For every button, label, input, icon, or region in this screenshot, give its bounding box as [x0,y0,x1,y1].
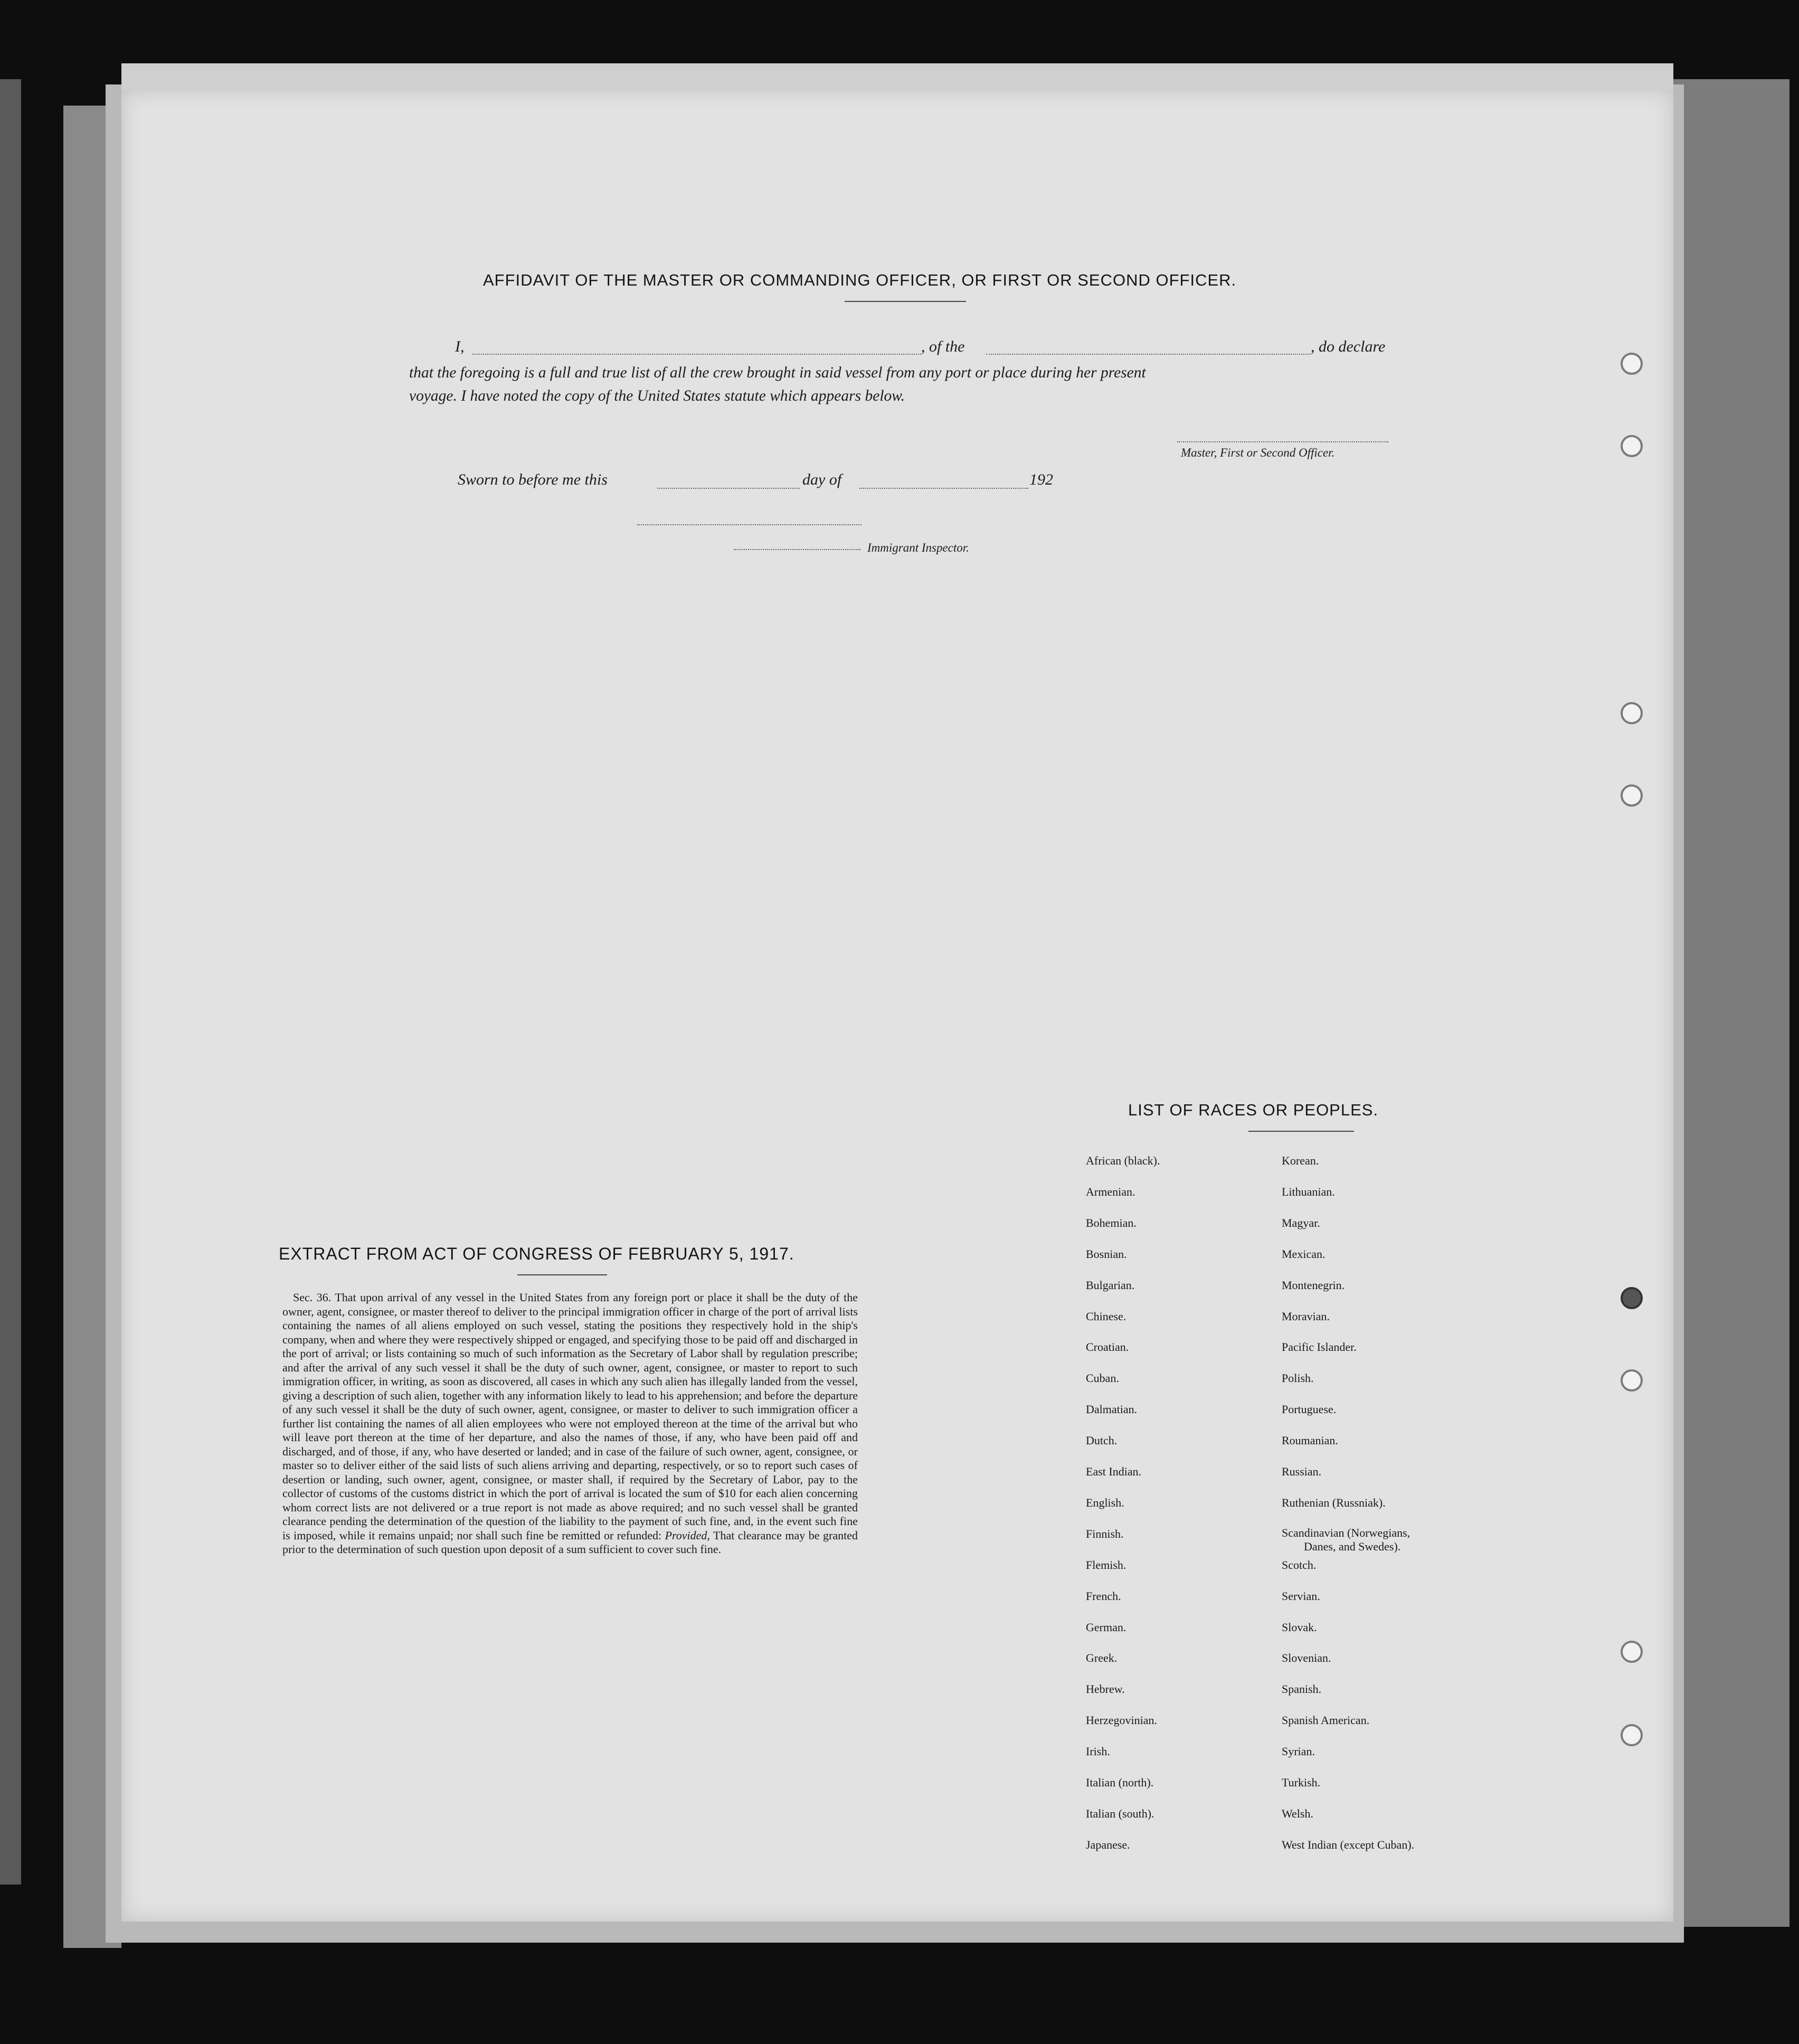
extract-section: Sec. 36. [293,1291,332,1304]
race-item: Chinese. [1086,1310,1126,1323]
race-item: English. [1086,1496,1124,1509]
binder-hole [1621,353,1643,375]
race-item: Spanish American. [1282,1714,1370,1727]
race-item: Magyar. [1282,1216,1320,1229]
race-item: East Indian. [1086,1465,1142,1478]
race-item: Syrian. [1282,1745,1315,1758]
race-item: Portuguese. [1282,1403,1337,1416]
binder-hole [1621,702,1643,724]
race-item: Italian (south). [1086,1807,1154,1820]
affidavit-of-the: , of the [921,338,965,355]
race-item: Dutch. [1086,1434,1118,1447]
affidavit-line-3: voyage. I have noted the copy of the United States statute which appears below. [409,387,905,404]
race-item: West Indian (except Cuban). [1282,1838,1415,1851]
race-item: Armenian. [1086,1185,1135,1198]
race-item: Polish. [1282,1371,1314,1385]
name-blank [472,354,921,355]
race-item: Korean. [1282,1154,1319,1167]
races-title: LIST OF RACES OR PEOPLES. [1128,1101,1379,1119]
binder-hole [1621,784,1643,807]
vessel-blank [986,354,1311,355]
affidavit-title-rule [845,301,966,302]
race-item: Pacific Islander. [1282,1340,1357,1354]
extract-text-b: That clearance may be granted prior to the determination of such question upon deposit of a sum sufficient to cover such fine. [282,1528,858,1556]
race-item: Spanish. [1282,1682,1322,1696]
master-signature-label: Master, First or Second Officer. [1181,446,1335,459]
race-item: Greek. [1086,1651,1118,1664]
race-item: Scotch. [1282,1558,1317,1572]
binder-hole [1621,1724,1643,1746]
races-title-rule [1248,1131,1354,1132]
inspector-label: Immigrant Inspector. [867,541,969,554]
race-item: Ruthenian (Russniak). [1282,1496,1386,1509]
race-item: Herzegovinian. [1086,1714,1157,1727]
race-item: African (black). [1086,1154,1160,1167]
sworn-month-blank [859,488,1028,489]
race-item: Roumanian. [1282,1434,1338,1447]
race-item: Bulgarian. [1086,1279,1135,1292]
race-item: Bohemian. [1086,1216,1137,1229]
extract-title-rule [517,1274,607,1275]
binder-hole [1621,1287,1643,1309]
race-item: Servian. [1282,1589,1320,1603]
race-item: Dalmatian. [1086,1403,1138,1416]
inspector-signature-blank [637,524,861,525]
race-item: Bosnian. [1086,1247,1127,1261]
day-of-label: day of [802,471,842,488]
race-item: Slovak. [1282,1621,1317,1634]
race-item: Hebrew. [1086,1682,1125,1696]
extract-text-a: That upon arrival of any vessel in the United States from any foreign port or place it shall be the duty of the owner, agent, consignee, or master thereof to deliver to the principal immigration officer in charge of the port of arrival lists containing the names of all aliens employed on such vessel, stating the positions they respectively hold in the ship's company, when and where they were respectively shipped or engaged, and specifying those to be paid off and discharged in the port of arrival; or lists containing so much of such information as the Secretary of Labor shall by regulation prescribe; and after the arrival of any such vessel it shall be the duty of such owner, agent, consignee, or master to report to such immigration officer, in writing, as soon as discovered, all cases in which any such alien has illegally landed from the vessel, giving a description of such alien, together with any information likely to lead to his apprehension; and before the departure of any such vessel it shall be the duty of such owner, agent, consignee, or master to deliver to such immigration officer a further list containing the names of all alien employees who were not employed thereon at the time of the arrival but who will leave port thereon at the time of her departure, and also the names of those, if any, who have been paid off and discharged, and of those, if any, who have deserted or landed; and in case of the failure of such owner, agent, consignee, or master so to deliver either of the said lists of such aliens arriving and departing, respectively, or so to report such cases of desertion or landing, such owner, agent, consignee, or master shall, if required by the Secretary of Labor, pay to the collector of customs of the customs district in which the port of arrival is located the sum of $10 for each alien concerning whom correct lists are not delivered or a true report is not made as above required; and no such vessel shall be granted clearance pending the determination of the question of the liability to the payment of such fine, and, in the event such fine is imposed, while it remains unpaid; nor shall such fine be remitted or refunded: [282,1291,858,1542]
affidavit-i: I, [455,338,465,355]
binder-hole [1621,1641,1643,1663]
race-item: Mexican. [1282,1247,1325,1261]
race-item: Irish. [1086,1745,1110,1758]
race-item: Finnish. [1086,1527,1124,1540]
extract-body [282,1291,858,1557]
year-label: 192 [1029,471,1053,488]
race-item: Lithuanian. [1282,1185,1335,1198]
race-item: Slovenian. [1282,1651,1331,1664]
race-item: Montenegrin. [1282,1279,1345,1292]
adjacent-page-right [1668,79,1789,1927]
sworn-label: Sworn to before me this [458,471,608,488]
affidavit-declare: , do declare [1311,338,1386,355]
race-item: Russian. [1282,1465,1322,1478]
affidavit-line-2: that the foregoing is a full and true list of all the crew brought in said vessel from any port or place during her present [409,364,1146,381]
scan-edge-left [0,79,21,1885]
inspector-signature-blank-2 [734,549,860,550]
race-item: Welsh. [1282,1807,1313,1820]
race-item: Italian (north). [1086,1776,1154,1789]
race-item: Scandinavian (Norwegians, Danes, and Swedes). [1282,1526,1410,1553]
race-item: Moravian. [1282,1310,1330,1323]
extract-title: EXTRACT FROM ACT OF CONGRESS OF FEBRUARY 5, 1917. [279,1244,794,1263]
master-signature-blank [1177,441,1388,442]
sworn-day-blank [657,488,800,489]
race-item: Japanese. [1086,1838,1130,1851]
extract-provided: Provided, [665,1528,710,1542]
race-item: German. [1086,1621,1126,1634]
race-item: French. [1086,1589,1121,1603]
race-item: Turkish. [1282,1776,1321,1789]
binder-hole [1621,1369,1643,1392]
affidavit-title: AFFIDAVIT OF THE MASTER OR COMMANDING OFFICER, OR FIRST OR SECOND OFFICER. [483,271,1237,289]
race-item: Cuban. [1086,1371,1119,1385]
race-item: Croatian. [1086,1340,1129,1354]
binder-hole [1621,435,1643,457]
race-item: Flemish. [1086,1558,1126,1572]
